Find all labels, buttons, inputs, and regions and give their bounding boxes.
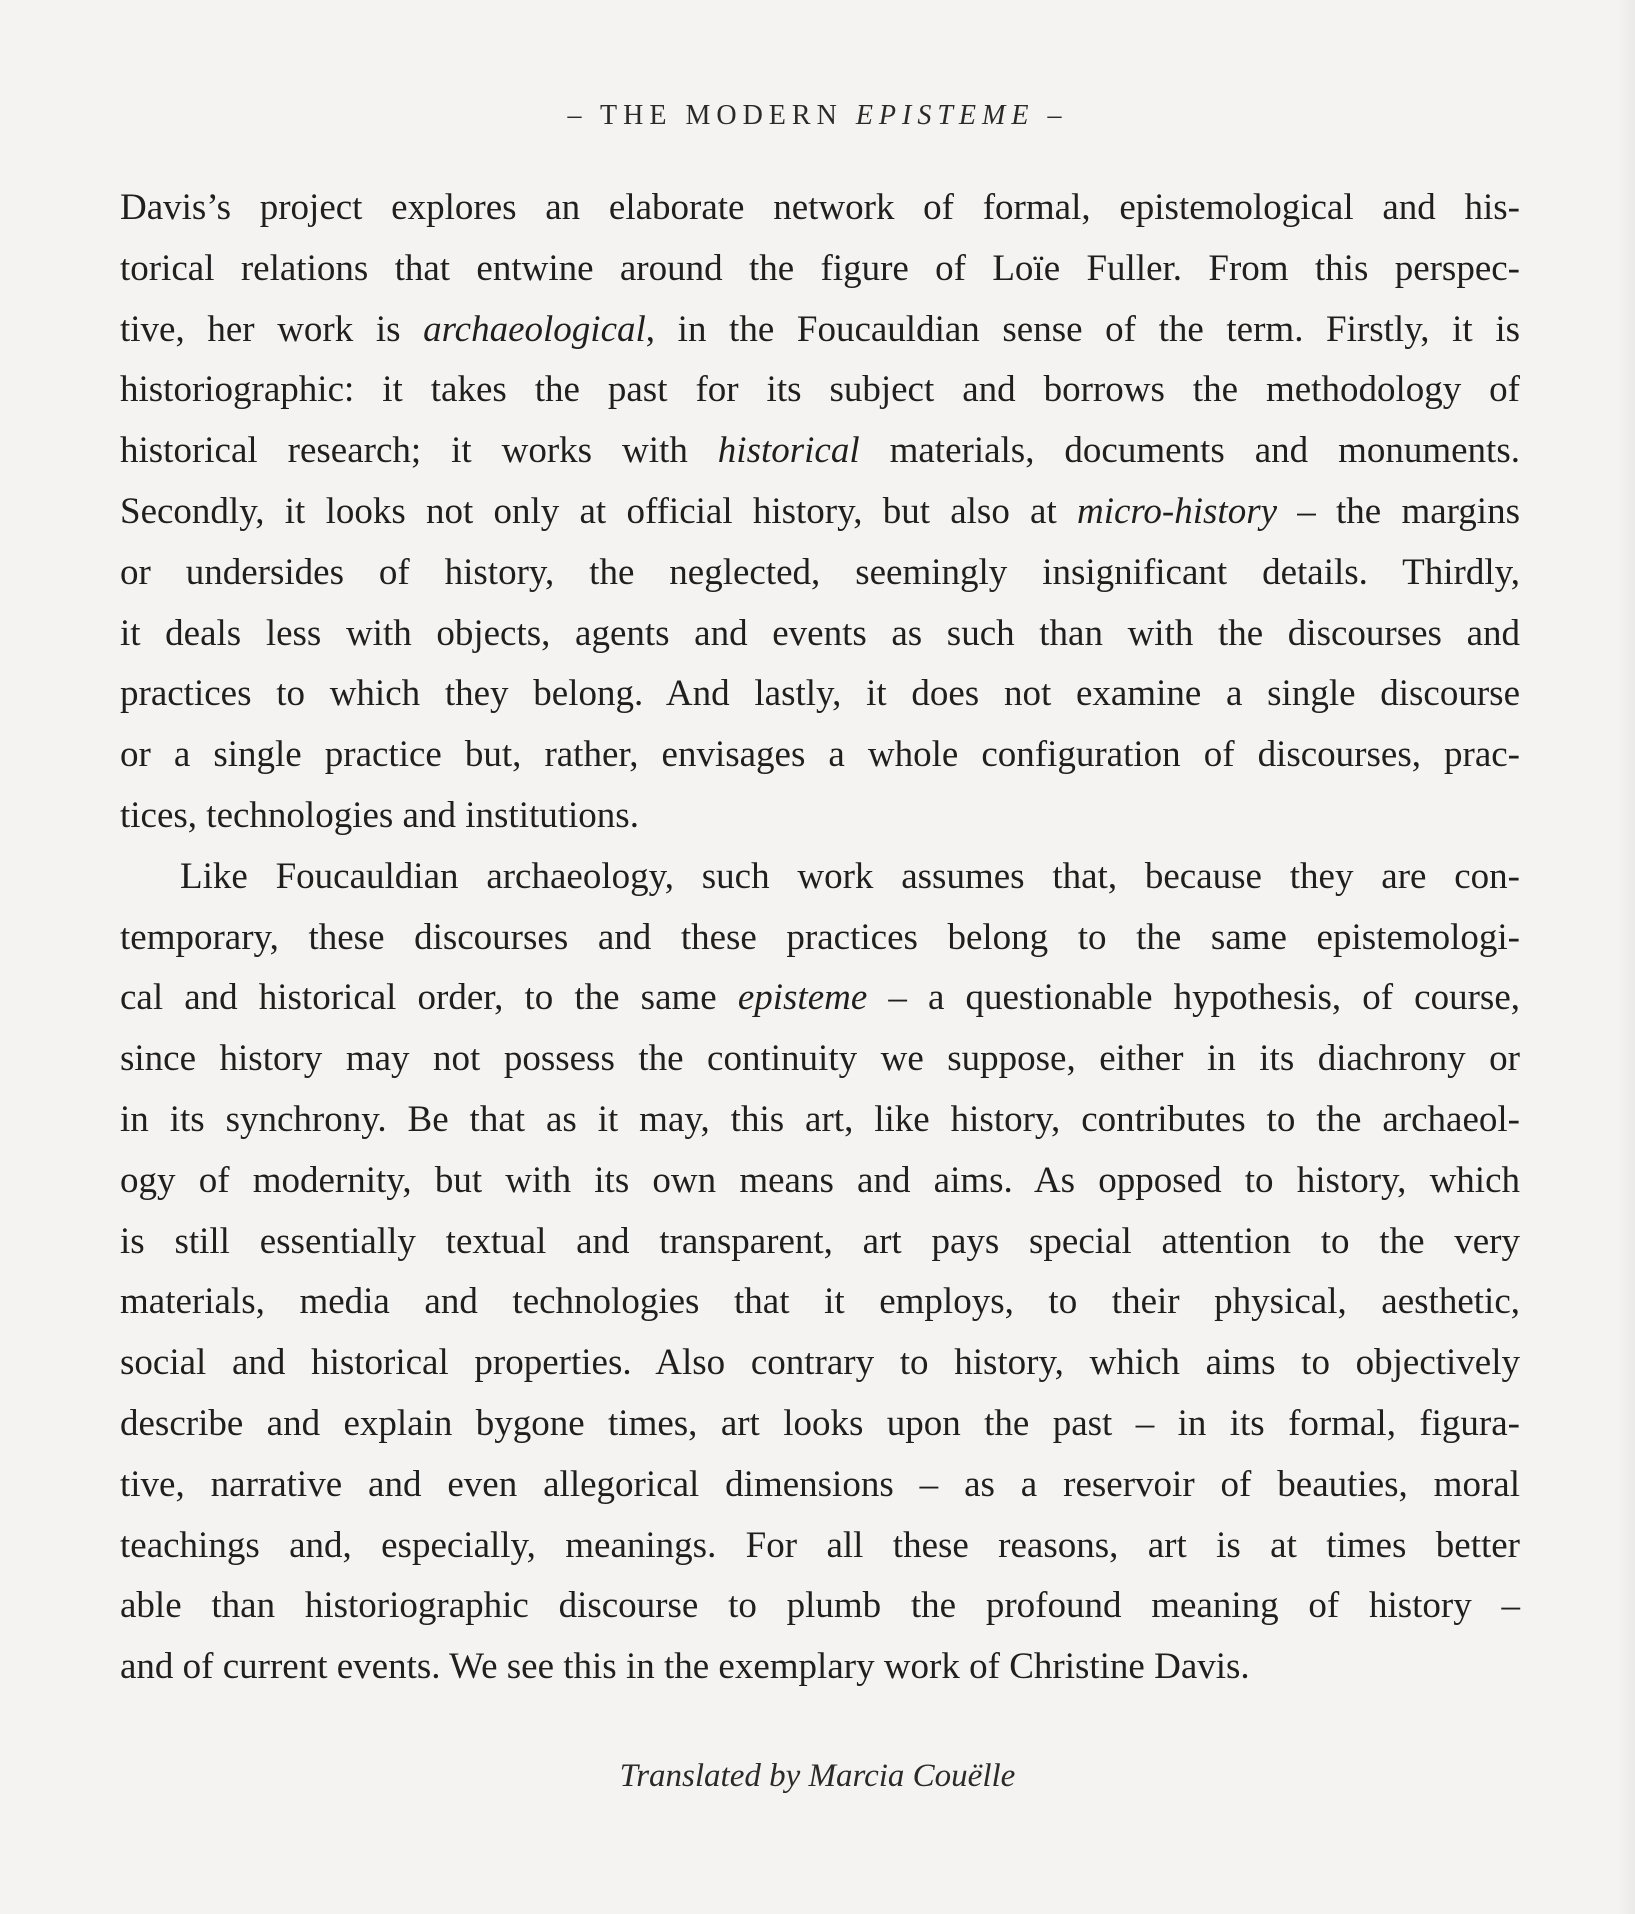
text-run: practices to which they belong. And lastly, it does not examine a single discourse [120,673,1520,715]
text-run: Like Foucauldian archaeology, such work assumes that, because they are con- [180,855,1520,897]
text-run: and of current events. We see this in the exemplary work of Christine Davis. [120,1646,1250,1688]
text-run: tive, her work is [120,308,424,350]
text-run: Davis’s project explores an elaborate network of formal, epistemological and his- [120,187,1520,228]
text-line [120,543,1520,604]
text-run: tices, technologies and institutions. [120,794,639,836]
italic-term: archaeological [423,308,646,350]
text-run: in its synchrony. Be that as it may, this art, like history, contributes to the archaeol- [120,1098,1520,1140]
paragraph-1 [120,178,1520,847]
text-line [120,1272,1520,1333]
text-run: since history may not possess the continuity we suppose, either in its diachrony or [120,1038,1520,1080]
text-line [120,664,1520,725]
text-run: is still essentially textual and transparent, art pays special attention to the very [120,1220,1520,1262]
text-line [120,968,1520,1029]
text-run: – a questionable hypothesis, of course, [867,977,1520,1019]
text-line [120,178,1520,239]
text-run: , in the Foucauldian sense of the term. Firstly, it is [645,308,1521,350]
text-line [120,1151,1520,1212]
text-run: temporary, these discourses and these practices belong to the same epistemologi- [120,916,1520,958]
text-run: or undersides of history, the neglected, seemingly insignificant details. Thirdly, [120,551,1520,593]
text-line [120,908,1520,969]
text-run: historical research; it works with [120,430,718,472]
text-line [120,1576,1520,1637]
running-head-italic: EPISTEME [855,100,1035,131]
text-run: materials, media and technologies that it employs, to their physical, aesthetic, [120,1281,1520,1323]
text-run: cal and historical order, to the same [120,977,738,1019]
paragraph-2 [120,847,1520,1698]
text-line [120,1637,1520,1698]
text-line [120,300,1520,361]
text-run: social and historical properties. Also contrary to history, which aims to objectively [120,1342,1520,1384]
text-line [120,1394,1520,1455]
text-line [120,847,1520,908]
text-line [120,786,1520,847]
text-run: – the margins [1277,490,1520,532]
translator-credit: Translated by Marcia Couëlle [619,1758,1016,1794]
text-line [120,1212,1520,1273]
text-run: torical relations that entwine around the figure of Loïe Fuller. From this perspec- [120,247,1520,289]
text-line [120,239,1520,300]
text-run: or a single practice but, rather, envisages a whole configuration of discourses, prac- [120,734,1520,776]
text-line [120,482,1520,543]
text-line [120,1455,1520,1516]
text-run: Secondly, it looks not only at official history, but also at [120,490,1077,532]
page-edge-shadow [1617,0,1635,1914]
text-line [120,725,1520,786]
text-run: ogy of modernity, but with its own means and aims. As opposed to history, which [120,1159,1520,1201]
text-line [120,1090,1520,1151]
text-run: historiographic: it takes the past for its subject and borrows the methodology of [120,369,1520,411]
text-line [120,604,1520,665]
text-line [120,1029,1520,1090]
italic-term: micro-history [1076,490,1278,532]
text-run: it deals less with objects, agents and events as such than with the discourses and [120,612,1520,654]
text-run: able than historiographic discourse to plumb the profound meaning of history – [120,1585,1520,1627]
text-line [120,1516,1520,1577]
text-line [120,421,1520,482]
text-line [120,1333,1520,1394]
body-text [120,178,1520,1698]
running-head [0,100,1635,132]
text-run: describe and explain bygone times, art looks upon the past – in its formal, figura- [120,1402,1520,1444]
italic-term: historical [717,430,860,472]
text-line [120,360,1520,421]
italic-term: episteme [737,977,868,1019]
text-run: teachings and, especially, meanings. For all these reasons, art is at times better [120,1524,1520,1566]
running-head-prefix: – THE MODERN [567,100,856,131]
running-head-suffix: – [1034,100,1068,131]
text-run: tive, narrative and even allegorical dimensions – as a reservoir of beauties, moral [120,1463,1520,1505]
text-run: materials, documents and monuments. [859,430,1520,472]
